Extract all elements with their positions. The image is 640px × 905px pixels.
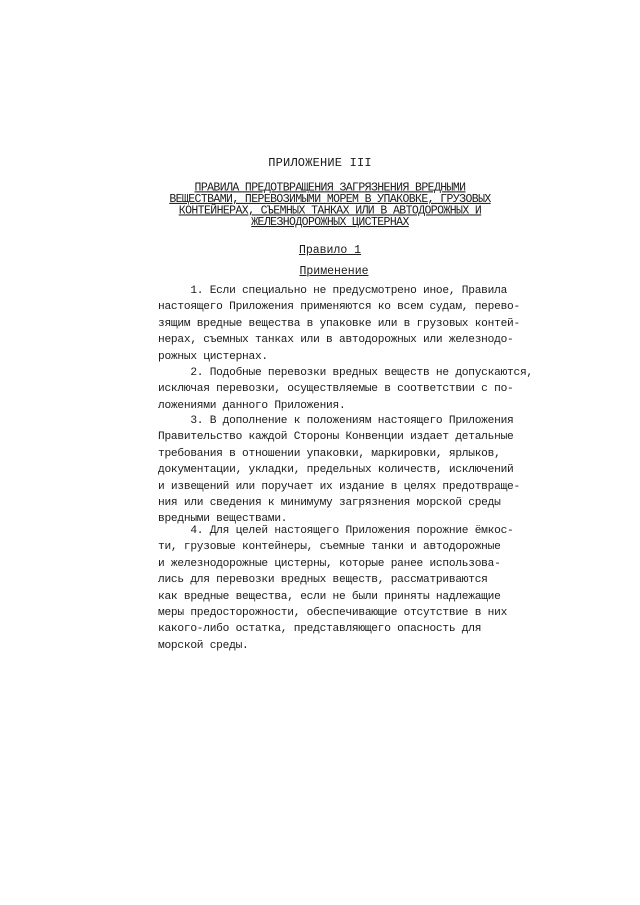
paragraph-line: какого-либо остатка, представляющего опасность для <box>158 623 482 636</box>
paragraph-line: нерах, съемных танках или в автодорожных или железнодо- <box>158 334 514 347</box>
paragraph-line: и железнодорожные цистерны, которые ранее использова- <box>158 557 501 570</box>
rules-heading <box>130 182 530 228</box>
rules-heading-line: ЖЕЛЕЗНОДОРОЖНЫХ ЦИСТЕРНАХ <box>251 215 409 230</box>
paragraph-line: 1. Если специально не предусмотрено иное, Правила <box>158 285 508 297</box>
rules-heading-line: ВЕЩЕСТВАМИ, ПЕРЕВОЗИМЫМИ МОРЕМ В УПАКОВКЕ, ГРУЗОВЫХ <box>169 192 491 207</box>
rule-number: Правило 1 <box>298 244 362 257</box>
paragraph-line: ния или сведения к минимуму загрязнения морской среды <box>158 497 501 510</box>
paragraph-line: как вредные вещества, если не были приняты надлежащие <box>158 590 501 603</box>
rules-heading-line: КОНТЕЙНЕРАХ, СЪЕМНЫХ ТАНКАХ ИЛИ В АВТОДОРОЖНЫХ И <box>178 203 482 218</box>
paragraph-line: зящим вредные вещества в упаковке или в грузовых контей- <box>158 317 520 330</box>
paragraph-line: морской среды. <box>158 639 249 652</box>
paragraph-line: ложениями данного Приложения. <box>158 399 346 412</box>
paragraph-line: документации, укладки, предельных количеств, исключений <box>158 464 514 477</box>
paragraph-line: требования в отношении упаковки, маркировки, ярлыков, <box>158 447 501 460</box>
paragraph-line: 3. В дополнение к положениям настоящего Приложения <box>158 415 514 427</box>
paragraph-line: и извещений или поручает их издание в целях предотвраще- <box>158 480 520 493</box>
annex-title: ПРИЛОЖЕНИЕ III <box>268 156 372 170</box>
paragraph-line: 2. Подобные перевозки вредных веществ не допускаются, <box>158 367 533 379</box>
paragraph-line: настоящего Приложения применяются ко всем судам, перево- <box>158 301 520 314</box>
paragraph-4 <box>158 523 518 654</box>
paragraph-3 <box>158 413 518 528</box>
paragraph-line: исключая перевозки, осуществляемые в соответствии с по- <box>158 383 514 396</box>
paragraph-line: меры предосторожности, обеспечивающие отсутствие в них <box>158 607 508 620</box>
paragraph-1 <box>158 283 518 365</box>
paragraph-line: ти, грузовые контейнеры, съемные танки и автодорожные <box>158 541 501 554</box>
rules-heading-line: ПРАВИЛА ПРЕДОТВРАЩЕНИЯ ЗАГРЯЗНЕНИЯ ВРЕДНЫМИ <box>194 180 466 195</box>
rule-title: Применение <box>299 265 369 278</box>
paragraph-line: вредными веществами. <box>158 513 288 526</box>
paragraph-2 <box>158 365 533 414</box>
paragraph-line: Правительство каждой Стороны Конвенции издает детальные <box>158 431 514 444</box>
paragraph-line: лись для перевозки вредных веществ, рассматриваются <box>158 574 488 587</box>
paragraph-line: 4. Для целей настоящего Приложения порожние ёмкос- <box>158 525 514 537</box>
paragraph-line: рожных цистернах. <box>158 350 268 363</box>
